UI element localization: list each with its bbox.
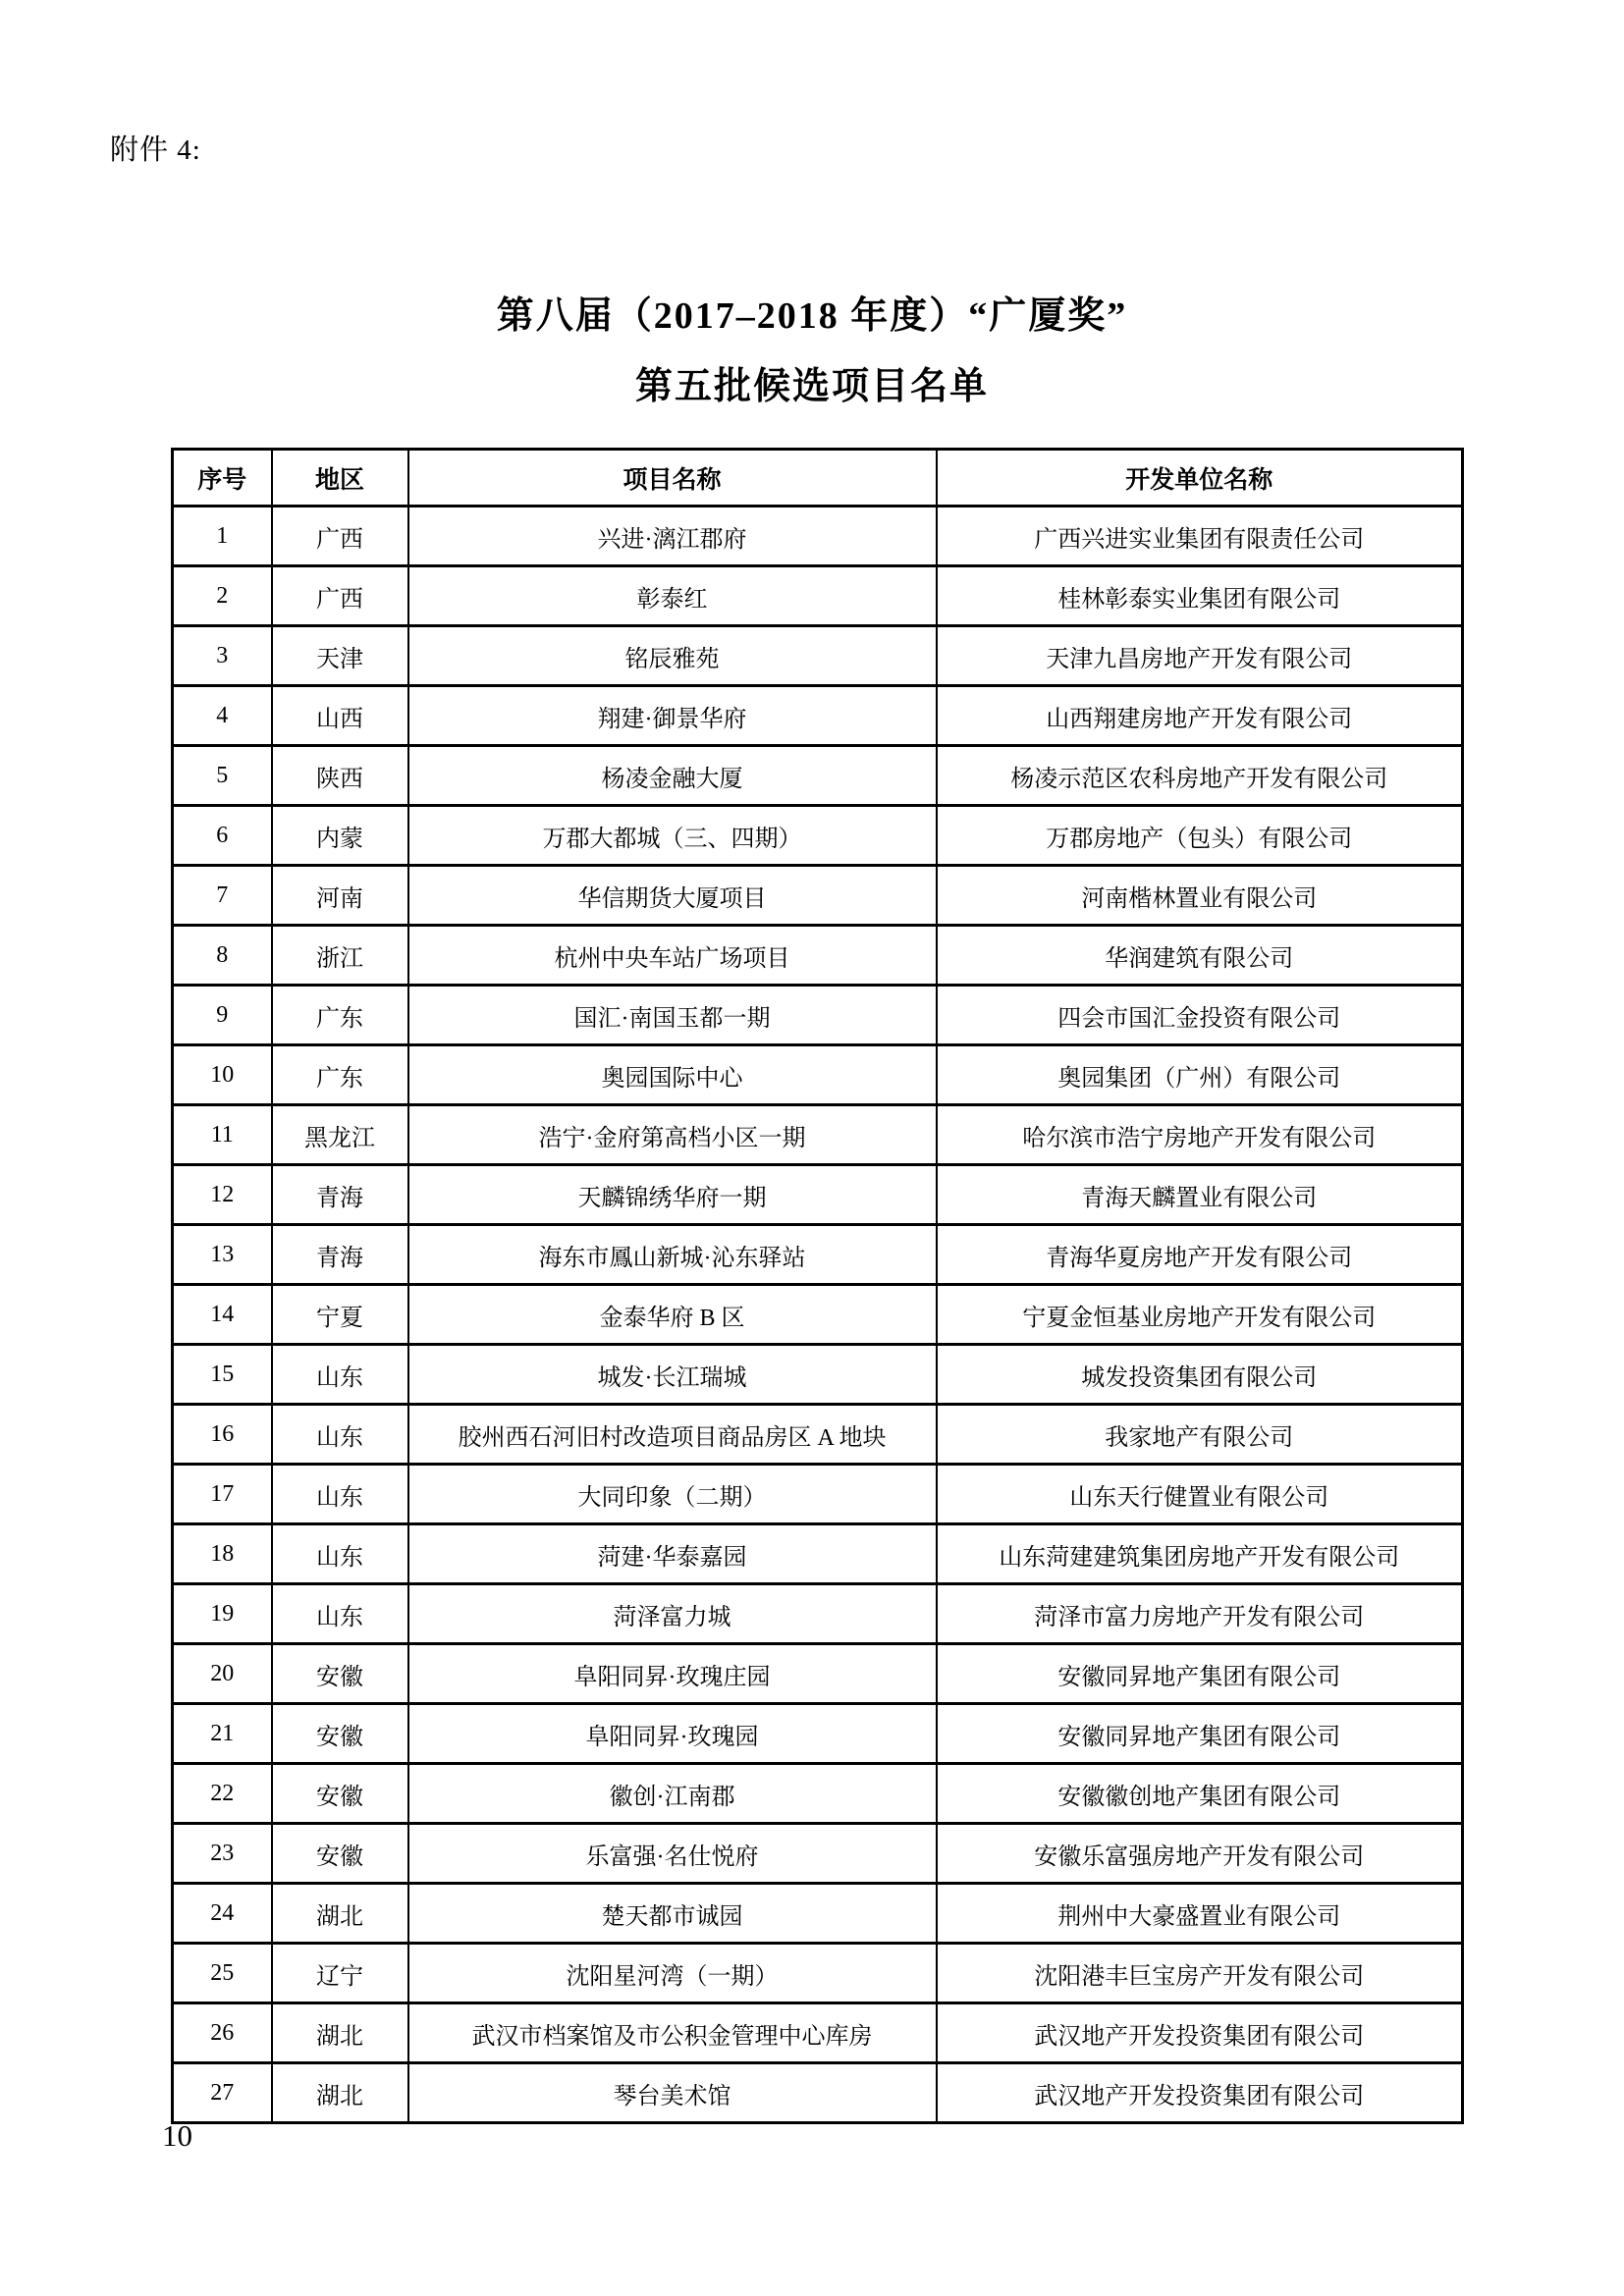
cell-project: 乐富强·名仕悦府: [408, 1824, 937, 1884]
table-row: [173, 626, 1463, 686]
cell-region: 山东: [272, 1405, 408, 1465]
cell-region: 陕西: [272, 746, 408, 806]
cell-project: 翔建·御景华府: [408, 686, 937, 746]
table-row: [173, 1165, 1463, 1225]
table-row: [173, 1285, 1463, 1345]
cell-no: 19: [173, 1584, 272, 1644]
cell-region: 山东: [272, 1584, 408, 1644]
table-row: [173, 1105, 1463, 1165]
cell-project: 杨凌金融大厦: [408, 746, 937, 806]
table-row: [173, 2063, 1463, 2123]
table-row: [173, 1405, 1463, 1465]
cell-region: 安徽: [272, 1764, 408, 1824]
cell-region: 安徽: [272, 1704, 408, 1764]
cell-region: 广东: [272, 1045, 408, 1105]
cell-no: 24: [173, 1884, 272, 1944]
cell-project: 阜阳同昇·玫瑰园: [408, 1704, 937, 1764]
cell-developer: 我家地产有限公司: [937, 1405, 1463, 1465]
cell-project: 兴进·漓江郡府: [408, 507, 937, 566]
cell-developer: 奥园集团（广州）有限公司: [937, 1045, 1463, 1105]
cell-developer: 四会市国汇金投资有限公司: [937, 986, 1463, 1045]
cell-region: 广东: [272, 986, 408, 1045]
cell-region: 山东: [272, 1345, 408, 1405]
cell-no: 8: [173, 926, 272, 986]
table-row: [173, 1764, 1463, 1824]
table-row: [173, 1704, 1463, 1764]
cell-no: 25: [173, 1944, 272, 2003]
cell-no: 16: [173, 1405, 272, 1465]
table-row: [173, 566, 1463, 626]
cell-project: 国汇·南国玉都一期: [408, 986, 937, 1045]
cell-developer: 山东天行健置业有限公司: [937, 1465, 1463, 1524]
cell-region: 湖北: [272, 2063, 408, 2123]
cell-project: 金泰华府 B 区: [408, 1285, 937, 1345]
document-title: [0, 281, 1624, 422]
cell-no: 9: [173, 986, 272, 1045]
cell-no: 22: [173, 1764, 272, 1824]
cell-developer: 河南楷林置业有限公司: [937, 866, 1463, 926]
cell-region: 广西: [272, 507, 408, 566]
cell-project: 彰泰红: [408, 566, 937, 626]
table-row: [173, 2003, 1463, 2063]
cell-project: 阜阳同昇·玫瑰庄园: [408, 1644, 937, 1704]
cell-no: 3: [173, 626, 272, 686]
cell-region: 湖北: [272, 1884, 408, 1944]
cell-region: 山西: [272, 686, 408, 746]
candidate-projects-table: [171, 448, 1464, 2124]
cell-no: 11: [173, 1105, 272, 1165]
table-row: [173, 1045, 1463, 1105]
cell-project: 铭辰雅苑: [408, 626, 937, 686]
document-title-line1: 第八届（2017–2018 年度）“广厦奖”: [496, 295, 1128, 337]
cell-developer: 哈尔滨市浩宁房地产开发有限公司: [937, 1105, 1463, 1165]
cell-no: 2: [173, 566, 272, 626]
cell-region: 内蒙: [272, 806, 408, 866]
cell-no: 12: [173, 1165, 272, 1225]
cell-project: 楚天都市诚园: [408, 1884, 937, 1944]
header-cell-project: 项目名称: [408, 450, 937, 507]
cell-developer: 桂林彰泰实业集团有限公司: [937, 566, 1463, 626]
cell-no: 27: [173, 2063, 272, 2123]
cell-developer: 安徽乐富强房地产开发有限公司: [937, 1824, 1463, 1884]
cell-developer: 宁夏金恒基业房地产开发有限公司: [937, 1285, 1463, 1345]
cell-project: 菏泽富力城: [408, 1584, 937, 1644]
cell-no: 1: [173, 507, 272, 566]
table-row: [173, 986, 1463, 1045]
table-row: [173, 507, 1463, 566]
cell-region: 黑龙江: [272, 1105, 408, 1165]
cell-project: 浩宁·金府第高档小区一期: [408, 1105, 937, 1165]
cell-region: 广西: [272, 566, 408, 626]
table-row: [173, 1465, 1463, 1524]
cell-no: 4: [173, 686, 272, 746]
page-number: 10: [162, 2118, 192, 2153]
cell-region: 浙江: [272, 926, 408, 986]
table-row: [173, 806, 1463, 866]
cell-no: 10: [173, 1045, 272, 1105]
cell-developer: 菏泽市富力房地产开发有限公司: [937, 1584, 1463, 1644]
table-header-row: [173, 450, 1463, 507]
cell-region: 山东: [272, 1524, 408, 1584]
table-row: [173, 1345, 1463, 1405]
cell-developer: 杨凌示范区农科房地产开发有限公司: [937, 746, 1463, 806]
cell-project: 琴台美术馆: [408, 2063, 937, 2123]
cell-project: 奥园国际中心: [408, 1045, 937, 1105]
header-cell-region: 地区: [272, 450, 408, 507]
cell-project: 大同印象（二期）: [408, 1465, 937, 1524]
cell-developer: 广西兴进实业集团有限责任公司: [937, 507, 1463, 566]
cell-project: 徽创·江南郡: [408, 1764, 937, 1824]
cell-no: 15: [173, 1345, 272, 1405]
cell-project: 沈阳星河湾（一期）: [408, 1944, 937, 2003]
cell-developer: 山西翔建房地产开发有限公司: [937, 686, 1463, 746]
cell-project: 万郡大都城（三、四期）: [408, 806, 937, 866]
table-row: [173, 746, 1463, 806]
cell-region: 辽宁: [272, 1944, 408, 2003]
cell-no: 23: [173, 1824, 272, 1884]
cell-developer: 安徽同昇地产集团有限公司: [937, 1644, 1463, 1704]
cell-region: 山东: [272, 1465, 408, 1524]
cell-developer: 万郡房地产（包头）有限公司: [937, 806, 1463, 866]
table-row: [173, 1225, 1463, 1285]
cell-developer: 沈阳港丰巨宝房产开发有限公司: [937, 1944, 1463, 2003]
cell-region: 青海: [272, 1225, 408, 1285]
table-row: [173, 1824, 1463, 1884]
cell-region: 青海: [272, 1165, 408, 1225]
cell-no: 7: [173, 866, 272, 926]
attachment-label: 附件 4:: [110, 134, 201, 166]
table-row: [173, 1644, 1463, 1704]
document-title-line2: 第五批候选项目名单: [634, 366, 989, 408]
cell-developer: 城发投资集团有限公司: [937, 1345, 1463, 1405]
cell-no: 14: [173, 1285, 272, 1345]
cell-region: 天津: [272, 626, 408, 686]
cell-developer: 青海华夏房地产开发有限公司: [937, 1225, 1463, 1285]
cell-developer: 华润建筑有限公司: [937, 926, 1463, 986]
cell-project: 华信期货大厦项目: [408, 866, 937, 926]
cell-no: 18: [173, 1524, 272, 1584]
cell-developer: 荆州中大豪盛置业有限公司: [937, 1884, 1463, 1944]
cell-developer: 山东菏建建筑集团房地产开发有限公司: [937, 1524, 1463, 1584]
cell-region: 安徽: [272, 1824, 408, 1884]
cell-developer: 天津九昌房地产开发有限公司: [937, 626, 1463, 686]
cell-project: 武汉市档案馆及市公积金管理中心库房: [408, 2003, 937, 2063]
cell-region: 湖北: [272, 2003, 408, 2063]
cell-developer: 安徽同昇地产集团有限公司: [937, 1704, 1463, 1764]
table-body: [173, 507, 1463, 2123]
cell-region: 安徽: [272, 1644, 408, 1704]
table-row: [173, 926, 1463, 986]
table-row: [173, 1584, 1463, 1644]
cell-developer: 武汉地产开发投资集团有限公司: [937, 2003, 1463, 2063]
cell-no: 17: [173, 1465, 272, 1524]
cell-project: 天麟锦绣华府一期: [408, 1165, 937, 1225]
cell-no: 20: [173, 1644, 272, 1704]
table-row: [173, 1944, 1463, 2003]
cell-no: 13: [173, 1225, 272, 1285]
cell-developer: 青海天麟置业有限公司: [937, 1165, 1463, 1225]
table-header: [173, 450, 1463, 507]
cell-developer: 安徽徽创地产集团有限公司: [937, 1764, 1463, 1824]
cell-no: 5: [173, 746, 272, 806]
cell-region: 河南: [272, 866, 408, 926]
cell-developer: 武汉地产开发投资集团有限公司: [937, 2063, 1463, 2123]
header-cell-no: 序号: [173, 450, 272, 507]
cell-project: 城发·长江瑞城: [408, 1345, 937, 1405]
table-row: [173, 686, 1463, 746]
cell-project: 胶州西石河旧村改造项目商品房区 A 地块: [408, 1405, 937, 1465]
table-row: [173, 866, 1463, 926]
table-row: [173, 1524, 1463, 1584]
cell-project: 菏建·华泰嘉园: [408, 1524, 937, 1584]
cell-project: 海东市鳳山新城·沁东驿站: [408, 1225, 937, 1285]
table-row: [173, 1884, 1463, 1944]
cell-project: 杭州中央车站广场项目: [408, 926, 937, 986]
cell-no: 6: [173, 806, 272, 866]
cell-no: 26: [173, 2003, 272, 2063]
header-cell-developer: 开发单位名称: [937, 450, 1463, 507]
cell-region: 宁夏: [272, 1285, 408, 1345]
cell-no: 21: [173, 1704, 272, 1764]
